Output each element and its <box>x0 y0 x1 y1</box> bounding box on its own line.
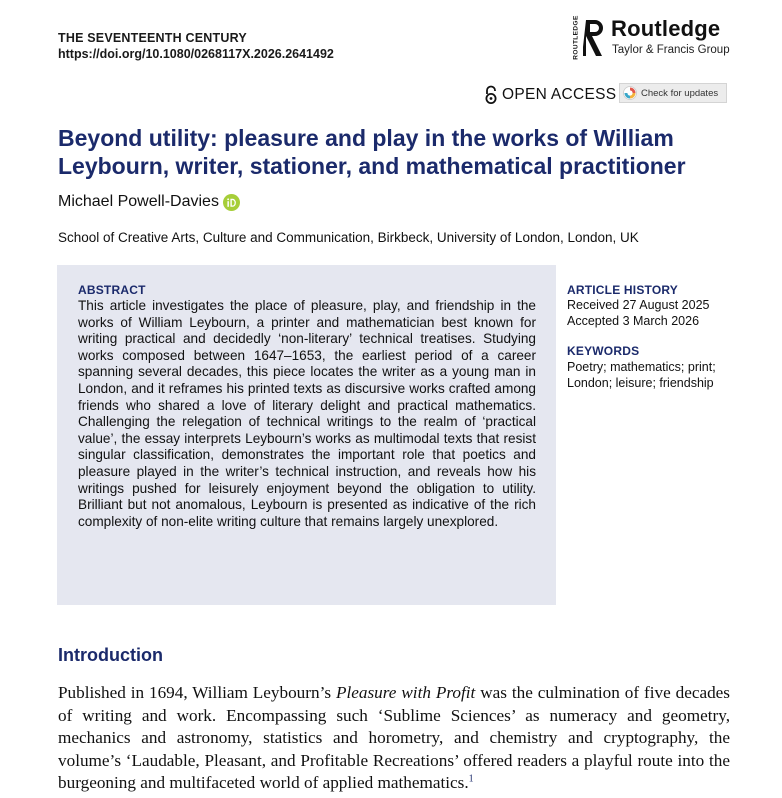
intro-text-end: was the culmination of five decades of writing and work. Encompassing such ‘Sublime Sciences’ as numeracy and geometry, mechanics and astronomy, statistics and horometry, and chemistry and cryptography, the volume’s ‘Laudable, Pleasant, and Profitable Recreations’ offered readers a playful route into the burgeoning and multifaceted world of applied mathematics. <box>58 683 730 792</box>
keywords-list: Poetry; mathematics; print; London; leisure; friendship <box>567 360 716 390</box>
author-line <box>58 193 240 211</box>
footnote-ref-1[interactable]: 1 <box>468 773 474 785</box>
keywords-heading: KEYWORDS <box>567 344 640 358</box>
orcid-icon[interactable] <box>223 194 240 211</box>
received-date: Received 27 August 2025 <box>567 298 710 312</box>
open-access-label: OPEN ACCESS <box>502 86 617 103</box>
book-title: Pleasure with Profit <box>335 683 476 702</box>
author-affiliation: School of Creative Arts, Culture and Communication, Birkbeck, University of London, London, UK <box>58 230 639 245</box>
intro-text-start: Published in 1694, William Leybourn’s <box>58 683 336 702</box>
publisher-group: Taylor & Francis Group <box>612 44 730 56</box>
article-history-heading: ARTICLE HISTORY <box>567 283 679 297</box>
abstract-heading: ABSTRACT <box>78 283 146 297</box>
abstract-box <box>57 265 556 605</box>
open-access-badge <box>484 84 616 106</box>
publisher-logo[interactable] <box>570 14 740 62</box>
author-name[interactable]: Michael Powell-Davies <box>58 193 219 210</box>
abstract-text: This article investigates the place of pleasure, play, and friendship in the works of William Leybourn, a printer and mathematician best known for writing practical and decidedly ‘non-literary’ technical treatises. Studying works composed between 1647–1653, the earliest period of a career spanning several decades, this piece locates the writer as a young man in London, and it reframes his printed texts as discursive works crafted among friends who shared a love of literary delight and practical mathematics. Challenging the relegation of technical writings to the realm of ‘practical value’, the essay interprets Leybourn’s works as multimodal texts that resist singular classification, demonstrates the important role that poetics and pleasure played in the writer’s technical instruction, and reveals how his writings pushed for leisurely enjoyment beyond the obligation to utility. Brilliant but not anomalous, Leybourn is presented as indicative of the rich complexity of non-elite writing culture that remains largely unexplored. <box>78 298 536 529</box>
article-title: Beyond utility: pleasure and play in the works of William Leybourn, writer, stationer, and mathematical practitioner <box>58 125 686 179</box>
doi-link[interactable]: https://doi.org/10.1080/0268117X.2026.2641492 <box>58 47 334 61</box>
publisher-name: Routledge <box>611 16 721 41</box>
crossmark-icon <box>623 86 637 100</box>
accepted-date: Accepted 3 March 2026 <box>567 314 700 328</box>
open-lock-icon <box>484 85 498 105</box>
publisher-vertical-text: ROUTLEDGE <box>572 15 580 60</box>
check-for-updates-button[interactable] <box>619 83 727 103</box>
section-heading-introduction: Introduction <box>58 645 163 665</box>
routledge-r-icon <box>583 18 607 58</box>
journal-name: THE SEVENTEENTH CENTURY <box>58 31 247 45</box>
check-for-updates-label: Check for updates <box>641 87 719 99</box>
introduction-paragraph <box>58 682 730 795</box>
